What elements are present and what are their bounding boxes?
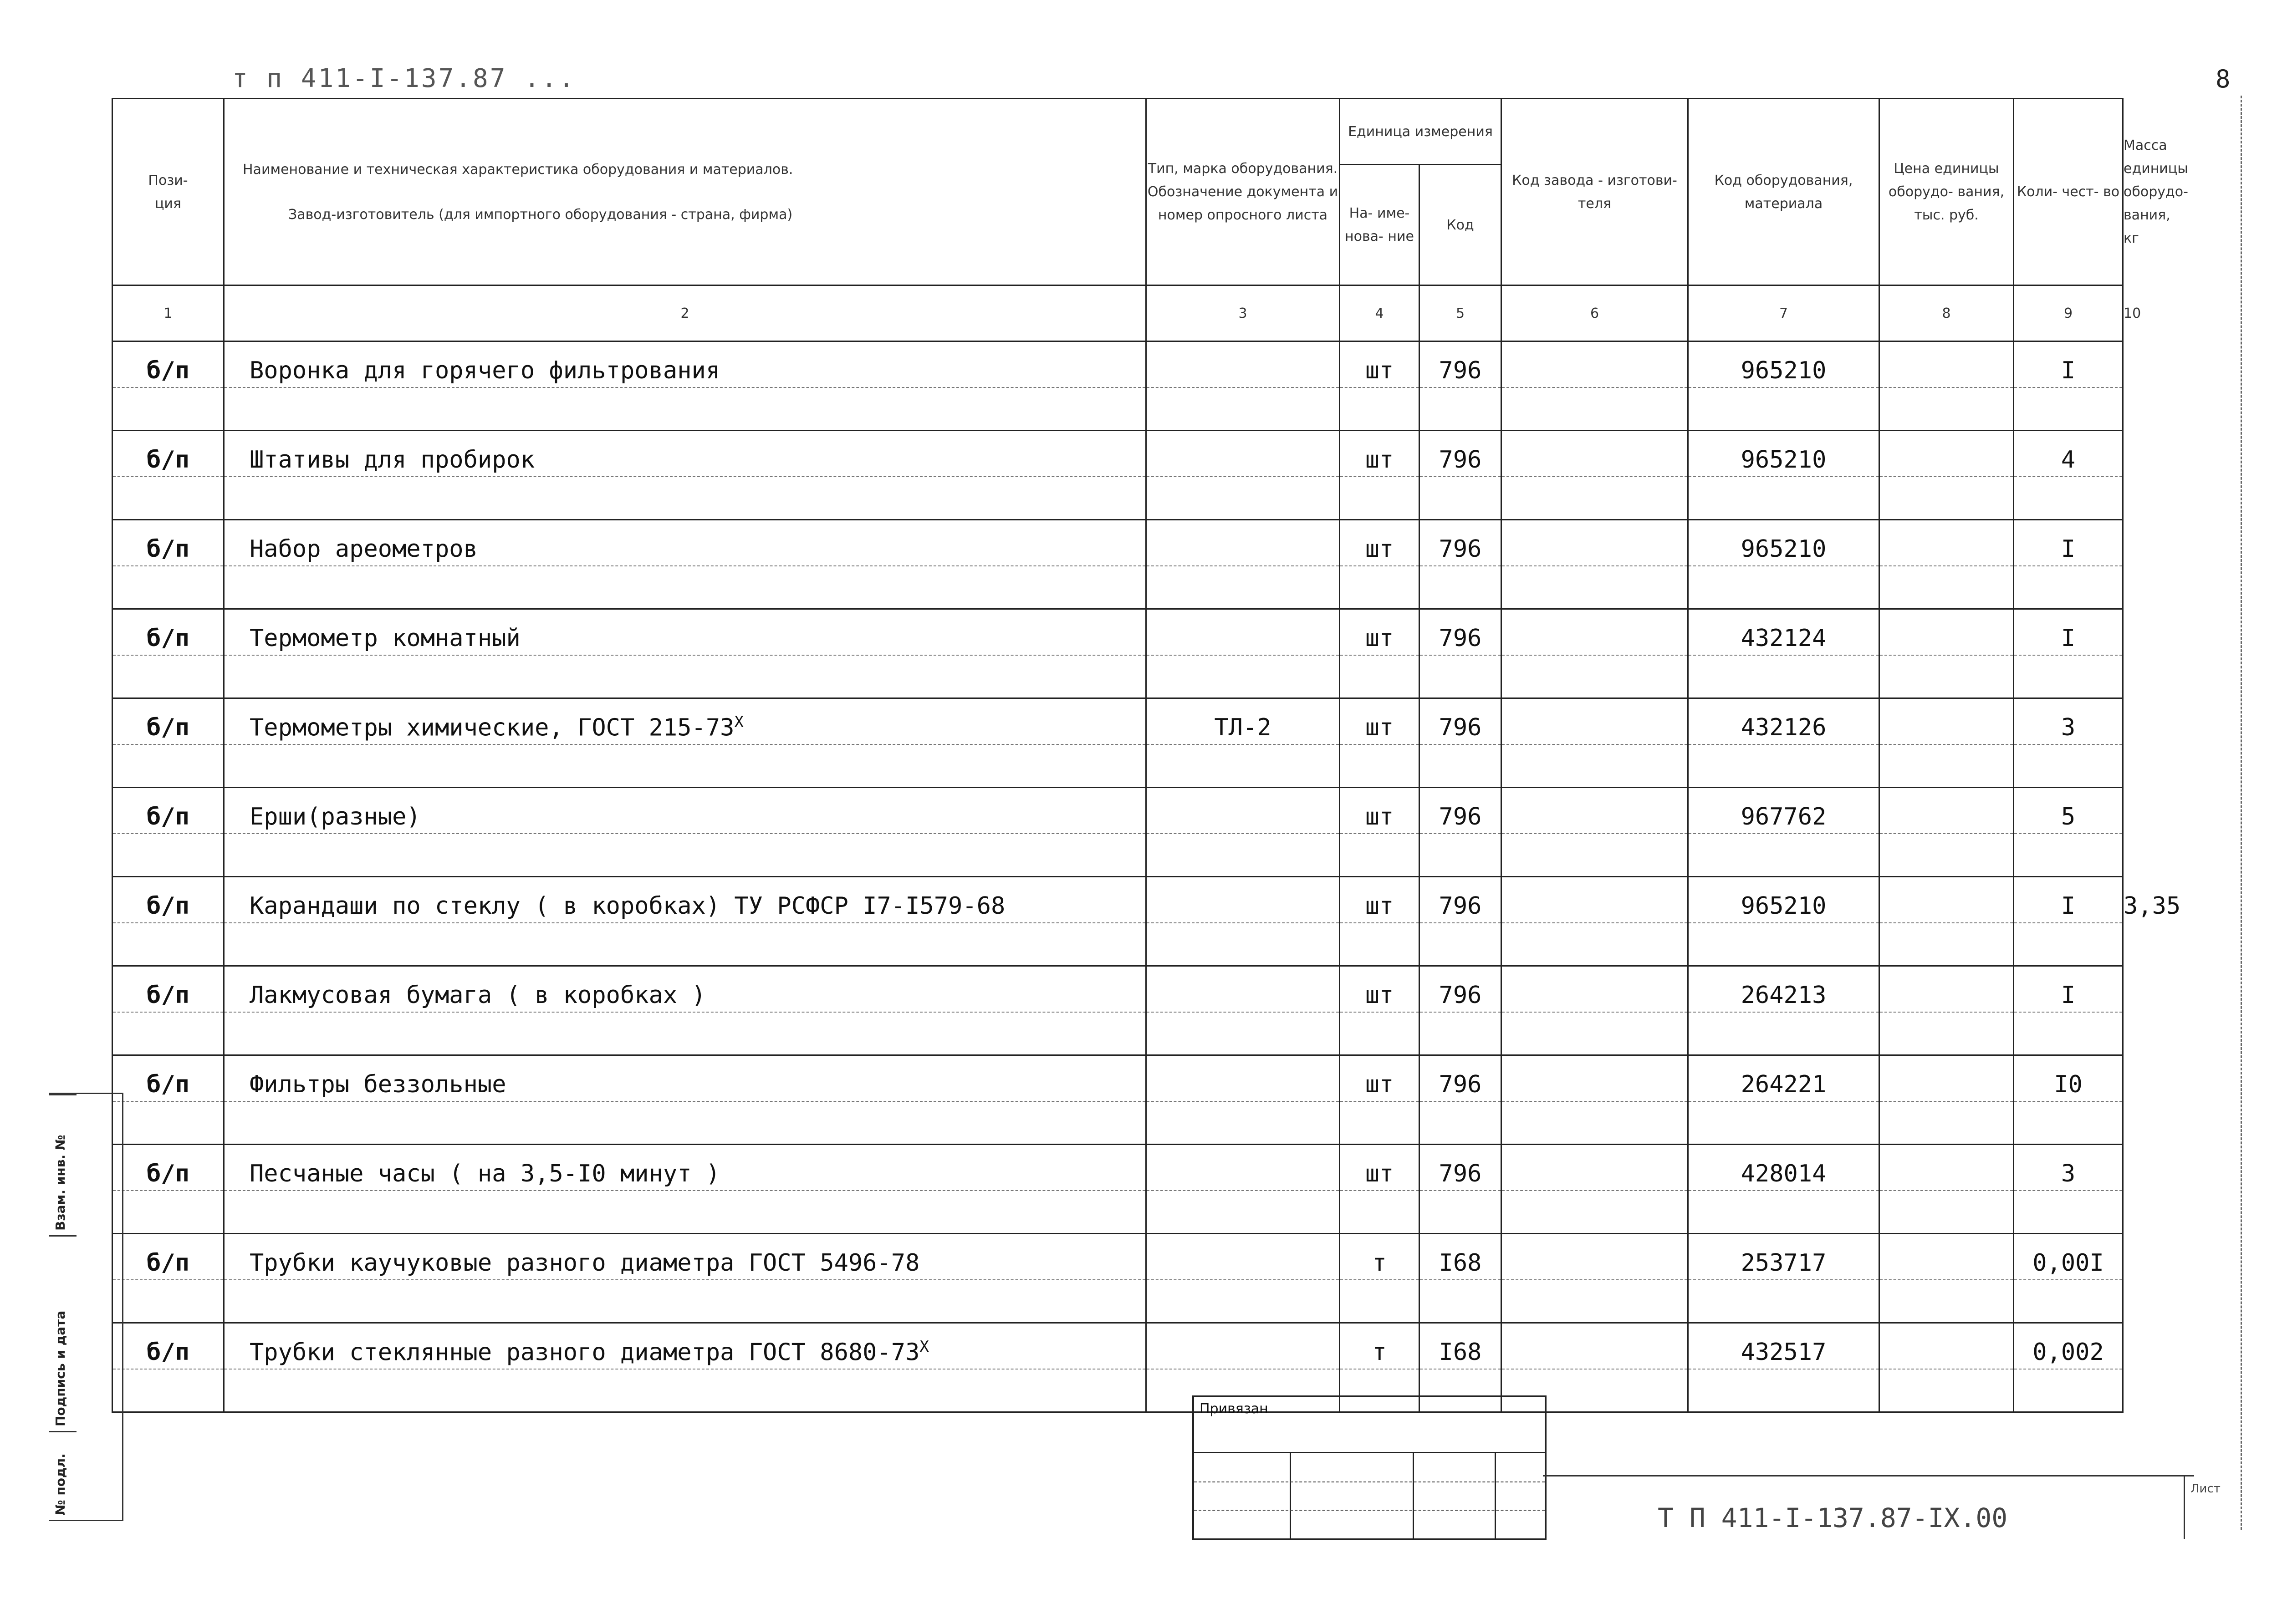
spacer-cell	[1879, 655, 2014, 698]
cell-price	[1879, 1145, 2014, 1191]
cell-code: 967762	[1688, 788, 1879, 834]
cell-factory	[1501, 966, 1688, 1013]
col-header-factory-code: Код завода - изготови- теля	[1501, 99, 1688, 285]
cell-code: 432124	[1688, 609, 1879, 656]
spacer-cell	[112, 834, 224, 877]
spacer-cell	[1340, 1280, 1419, 1323]
stamp-divider	[1290, 1453, 1291, 1540]
table-row	[112, 966, 2123, 1013]
cell-unit_code: 796	[1419, 1145, 1501, 1191]
spacer-cell	[1688, 477, 1879, 520]
stamp-divider	[1495, 1453, 1496, 1540]
cell-unit: шт	[1340, 520, 1419, 566]
cell-qty: I	[2014, 609, 2123, 656]
col-header-unit-name: На- име- нова- ние	[1340, 165, 1419, 285]
spacer-cell	[112, 1101, 224, 1145]
cell-type	[1146, 609, 1340, 656]
cell-price	[1879, 520, 2014, 566]
cell-name: Трубки стеклянные разного диаметра ГОСТ $8680-73^X$	[224, 1323, 1146, 1369]
spacer-cell	[1501, 1012, 1688, 1055]
table-row	[112, 788, 2123, 834]
spacer-cell	[1146, 1280, 1340, 1323]
cell-unit_code: 796	[1419, 966, 1501, 1013]
col-number: 7	[1688, 285, 1879, 341]
cell-type	[1146, 520, 1340, 566]
table-row	[112, 1145, 2123, 1191]
spacer-cell	[1419, 1280, 1501, 1323]
spacer-cell	[224, 1191, 1146, 1234]
cell-pos: б/п	[112, 1234, 224, 1280]
col-number: 6	[1501, 285, 1688, 341]
cell-name: Трубки каучуковые разного диаметра ГОСТ 5496-78	[224, 1234, 1146, 1280]
cell-price	[1879, 1055, 2014, 1102]
row-spacer	[112, 655, 2123, 698]
spacer-cell	[1419, 744, 1501, 788]
table-row	[112, 520, 2123, 566]
spacer-cell	[224, 477, 1146, 520]
cell-unit: т	[1340, 1234, 1419, 1280]
spacer-cell	[1688, 923, 1879, 966]
col-header-position: Пози- ция	[112, 99, 224, 285]
footnote-mark: X	[919, 1337, 929, 1356]
cell-price	[1879, 1323, 2014, 1369]
stamp-label: Привязан	[1200, 1401, 1268, 1417]
cell-unit: шт	[1340, 966, 1419, 1013]
cell-unit_code: I68	[1419, 1323, 1501, 1369]
binding-stamp	[1192, 1395, 1547, 1540]
col-header-equipment-code: Код оборудования, материала	[1688, 99, 1879, 285]
cell-pos: б/п	[112, 966, 224, 1013]
table-row	[112, 1323, 2123, 1369]
spacer-cell	[2014, 1369, 2123, 1412]
strip-rule	[49, 1235, 77, 1237]
spacer-cell	[224, 387, 1146, 431]
cell-unit_code: 796	[1419, 609, 1501, 656]
cell-pos: б/п	[112, 431, 224, 477]
row-spacer	[112, 1280, 2123, 1323]
spacer-cell	[1688, 566, 1879, 609]
table-row	[112, 1055, 2123, 1102]
stamp-rule	[1194, 1481, 1545, 1482]
spacer-cell	[1340, 387, 1419, 431]
cell-code: 428014	[1688, 1145, 1879, 1191]
col-header-unit: Единица измерения	[1340, 99, 1501, 165]
table-body	[112, 341, 2181, 1412]
spacer-cell	[1340, 477, 1419, 520]
cell-name: Набор ареометров	[224, 520, 1146, 566]
col-number: 4	[1340, 285, 1419, 341]
cell-qty: 0,002	[2014, 1323, 2123, 1369]
spacer-cell	[224, 1369, 1146, 1412]
spacer-cell	[112, 1191, 224, 1234]
spacer-cell	[1146, 387, 1340, 431]
cell-unit_code: 796	[1419, 431, 1501, 477]
spacer-cell	[1688, 1101, 1879, 1145]
spacer-cell	[1146, 655, 1340, 698]
cell-name: Штативы для пробирок	[224, 431, 1146, 477]
spacer-cell	[2014, 1191, 2123, 1234]
cell-pos: б/п	[112, 1323, 224, 1369]
spacer-cell	[1879, 744, 2014, 788]
spacer-cell	[1146, 1191, 1340, 1234]
cell-unit_code: 796	[1419, 341, 1501, 388]
cell-name: Ерши(разные)	[224, 788, 1146, 834]
cell-unit_code: 796	[1419, 698, 1501, 745]
spacer-cell	[224, 566, 1146, 609]
cell-price	[1879, 341, 2014, 388]
cell-qty: I	[2014, 341, 2123, 388]
cell-unit: шт	[1340, 1145, 1419, 1191]
cell-unit_code: 796	[1419, 788, 1501, 834]
spacer-cell	[1688, 834, 1879, 877]
spacer-cell	[1146, 834, 1340, 877]
spacer-cell	[1146, 566, 1340, 609]
spacer-cell	[1688, 744, 1879, 788]
cell-code: 965210	[1688, 520, 1879, 566]
cell-factory	[1501, 1323, 1688, 1369]
spacer-cell	[112, 477, 224, 520]
col-header-price: Цена единицы оборудо- вания, тыс. руб.	[1879, 99, 2014, 285]
spacer-cell	[224, 1101, 1146, 1145]
spacer-cell	[112, 744, 224, 788]
row-spacer	[112, 834, 2123, 877]
cell-unit_code: 796	[1419, 877, 1501, 923]
cell-qty: I	[2014, 966, 2123, 1013]
spacer-cell	[1879, 477, 2014, 520]
cell-price	[1879, 966, 2014, 1013]
cell-code: 965210	[1688, 877, 1879, 923]
col-header-type: Тип, марка оборудования. Обозначение документа и номер опросного листа	[1146, 99, 1340, 285]
spacer-cell	[1879, 1012, 2014, 1055]
row-spacer	[112, 566, 2123, 609]
cell-type: ТЛ-2	[1146, 698, 1340, 745]
cell-type	[1146, 1055, 1340, 1102]
cell-name: Песчаные часы ( на 3,5-I0 минут )	[224, 1145, 1146, 1191]
spacer-cell	[224, 655, 1146, 698]
cell-name: Термометр комнатный	[224, 609, 1146, 656]
spacer-cell	[1688, 1012, 1879, 1055]
trim-line	[2241, 96, 2242, 1530]
spacer-cell	[1419, 655, 1501, 698]
cell-pos: б/п	[112, 520, 224, 566]
spacer-cell	[2014, 1101, 2123, 1145]
cell-price	[1879, 877, 2014, 923]
spacer-cell	[2014, 834, 2123, 877]
strip-label-original: № подл.	[53, 1453, 68, 1515]
spacer-cell	[1340, 655, 1419, 698]
cell-unit: шт	[1340, 431, 1419, 477]
row-spacer	[112, 744, 2123, 788]
cell-price	[1879, 698, 2014, 745]
document-reference: т п 411-I-137.87 ...	[232, 64, 576, 93]
spacer-cell	[1879, 566, 2014, 609]
row-spacer	[112, 1101, 2123, 1145]
spacer-cell	[1419, 923, 1501, 966]
col-number: 3	[1146, 285, 1340, 341]
cell-factory	[1501, 698, 1688, 745]
cell-code: 432126	[1688, 698, 1879, 745]
stamp-rule	[1194, 1510, 1545, 1511]
cell-factory	[1501, 1055, 1688, 1102]
col-number: 2	[224, 285, 1146, 341]
col-number: 9	[2014, 285, 2123, 341]
cell-unit_code: 796	[1419, 520, 1501, 566]
spacer-cell	[1501, 655, 1688, 698]
spacer-cell	[1419, 1012, 1501, 1055]
spacer-cell	[2014, 744, 2123, 788]
cell-code: 965210	[1688, 431, 1879, 477]
cell-factory	[1501, 1234, 1688, 1280]
row-spacer	[112, 477, 2123, 520]
spacer-cell	[1340, 1101, 1419, 1145]
spacer-cell	[112, 1369, 224, 1412]
spacer-cell	[2014, 655, 2123, 698]
cell-pos: б/п	[112, 788, 224, 834]
cell-unit: шт	[1340, 609, 1419, 656]
cell-factory	[1501, 431, 1688, 477]
spacer-cell	[1340, 1191, 1419, 1234]
spacer-cell	[1501, 744, 1688, 788]
footer-rule	[1543, 1475, 2194, 1476]
spacer-cell	[1879, 923, 2014, 966]
spacer-cell	[1688, 1280, 1879, 1323]
sheet-label: Лист	[2190, 1482, 2221, 1496]
spacer-cell	[1340, 834, 1419, 877]
table-row	[112, 609, 2123, 656]
spacer-cell	[1419, 566, 1501, 609]
spacer-cell	[1501, 1280, 1688, 1323]
cell-factory	[1501, 877, 1688, 923]
col-number: 8	[1879, 285, 2014, 341]
spacer-cell	[1146, 477, 1340, 520]
cell-unit: шт	[1340, 877, 1419, 923]
strip-rule	[49, 1094, 77, 1095]
cell-type	[1146, 1145, 1340, 1191]
spacer-cell	[1419, 1101, 1501, 1145]
cell-name: Лакмусовая бумага ( в коробках )	[224, 966, 1146, 1013]
spacer-cell	[112, 387, 224, 431]
cell-type	[1146, 966, 1340, 1013]
cell-unit_code: I68	[1419, 1234, 1501, 1280]
column-numbers-row: 1 2 3 4 5 6 7 8 9 10	[112, 285, 2123, 341]
cell-price	[1879, 788, 2014, 834]
spacer-cell	[2014, 477, 2123, 520]
cell-unit: шт	[1340, 1055, 1419, 1102]
cell-qty: 3	[2014, 1145, 2123, 1191]
spacer-cell	[1419, 387, 1501, 431]
spacer-cell	[112, 923, 224, 966]
table-row	[112, 341, 2123, 388]
strip-rule	[49, 1431, 77, 1432]
cell-pos: б/п	[112, 341, 224, 388]
spacer-cell	[1879, 1369, 2014, 1412]
table-row: б/п Карандаши по стеклу ( в коробках) ТУ РСФСР I7-I579-68 шт 796 965210 I 3,35	[112, 877, 2123, 923]
row-spacer	[112, 1191, 2123, 1234]
spacer-cell	[224, 923, 1146, 966]
cell-type	[1146, 431, 1340, 477]
spacer-cell	[2014, 1012, 2123, 1055]
cell-factory	[1501, 341, 1688, 388]
specification-table: Пози- ция Наименование и техническая характеристика оборудования и материалов. Завод-изготовитель (для импортного оборудования - страна, фирма) Тип, марка оборудования. Обозначение документа и номер опросного листа Единица измерения Код завода - изготови- теля Код оборудования, материала Цена единицы оборудо- вания, тыс. руб. Коли- чест- во Масса единицы оборудо- вания, кг На- име- нова- ние Код 1 2 3 4 5 6 7 8 9 10 б/п Воронка для горячего фильтрования шт 796 965210 I б/п Штативы для пробирок шт 796 965210 4 б/п Набор ареометров шт 796 965210 I б/п Термометр комнатный шт 796 432124 I б/п Термометры химические, ГОСТ $215-73^X$ ТЛ-2 шт 796 432126 3 б/п Ерши(разные) шт 796 967762 5 б/п Карандаши по стеклу ( в коробках) ТУ РСФСР I7-I579-68 шт 796 965210 I 3,35 б/п Лакмусовая бумага ( в коробках ) шт 796 264213 I б/п Фильтры беззольные шт 796 264221 I0 б/п Песчаные часы ( на 3,5-I0 минут ) шт 796 428014 3 б/п Трубки каучуковые разного диаметра ГОСТ 5496-78 т I68 253717 0,00I б/п Трубки стеклянные разного диаметра ГОСТ $8680-73^X$ т I68 432517 0,002	[112, 98, 2123, 1413]
page-number: 8	[2216, 65, 2231, 93]
cell-unit: шт	[1340, 698, 1419, 745]
cell-code: 264213	[1688, 966, 1879, 1013]
cell-pos: б/п	[112, 877, 224, 923]
row-spacer	[112, 387, 2123, 431]
spacer-cell	[1340, 566, 1419, 609]
row-spacer	[112, 1012, 2123, 1055]
spacer-cell	[2014, 923, 2123, 966]
spacer-cell	[2014, 387, 2123, 431]
cell-type	[1146, 1234, 1340, 1280]
spacer-cell	[1146, 923, 1340, 966]
row-spacer	[112, 1369, 2123, 1412]
cell-price	[1879, 1234, 2014, 1280]
row-spacer	[112, 923, 2123, 966]
cell-pos: б/п	[112, 1055, 224, 1102]
col-header-name: Наименование и техническая характеристика оборудования и материалов. Завод-изготовитель (для импортного оборудования - страна, фирма)	[224, 99, 1146, 285]
cell-qty: 0,00I	[2014, 1234, 2123, 1280]
spacer-cell	[112, 1280, 224, 1323]
cell-type	[1146, 1323, 1340, 1369]
spacer-cell	[112, 1012, 224, 1055]
strip-label-replacement: Взам. инв. №	[53, 1135, 68, 1231]
spacer-cell	[1688, 1369, 1879, 1412]
cell-qty: 4	[2014, 431, 2123, 477]
spacer-cell	[1146, 744, 1340, 788]
strip-label-signature: Подпись и дата	[53, 1310, 68, 1426]
cell-code: 253717	[1688, 1234, 1879, 1280]
spacer-cell	[1146, 1101, 1340, 1145]
footnote-mark: X	[734, 713, 744, 731]
cell-factory	[1501, 520, 1688, 566]
spacer-cell	[224, 744, 1146, 788]
cell-type	[1146, 877, 1340, 923]
cell-pos: б/п	[112, 609, 224, 656]
cell-qty: 3	[2014, 698, 2123, 745]
spacer-cell	[2014, 1280, 2123, 1323]
cell-qty: I	[2014, 520, 2123, 566]
cell-code: 965210	[1688, 341, 1879, 388]
spacer-cell	[1879, 1191, 2014, 1234]
col-number: 5	[1419, 285, 1501, 341]
cell-qty: 5	[2014, 788, 2123, 834]
table-row	[112, 698, 2123, 745]
spacer-cell	[1419, 834, 1501, 877]
spacer-cell	[1879, 1101, 2014, 1145]
cell-factory	[1501, 609, 1688, 656]
cell-unit: т	[1340, 1323, 1419, 1369]
spacer-cell	[1501, 834, 1688, 877]
spacer-cell	[1340, 923, 1419, 966]
col-number: 1	[112, 285, 224, 341]
spacer-cell	[1501, 477, 1688, 520]
footer-document-code: Т П 411-I-137.87-IX.00	[1658, 1502, 2008, 1533]
cell-price	[1879, 431, 2014, 477]
spacer-cell	[1146, 1012, 1340, 1055]
table-row	[112, 1234, 2123, 1280]
cell-pos: б/п	[112, 698, 224, 745]
spacer-cell	[1501, 566, 1688, 609]
cell-type	[1146, 341, 1340, 388]
spacer-cell	[1688, 387, 1879, 431]
spacer-cell	[1688, 655, 1879, 698]
spacer-cell	[1501, 1101, 1688, 1145]
cell-price	[1879, 609, 2014, 656]
spacer-cell	[1501, 923, 1688, 966]
spacer-cell	[1879, 387, 2014, 431]
cell-qty: I	[2014, 877, 2123, 923]
spacer-cell	[1340, 1012, 1419, 1055]
table-row	[112, 431, 2123, 477]
col-header-unit-code: Код	[1419, 165, 1501, 285]
cell-factory	[1501, 788, 1688, 834]
cell-unit: шт	[1340, 341, 1419, 388]
cell-qty: I0	[2014, 1055, 2123, 1102]
spacer-cell	[1419, 1191, 1501, 1234]
spacer-cell	[1340, 744, 1419, 788]
stamp-grid	[1194, 1452, 1545, 1540]
spacer-cell	[224, 834, 1146, 877]
side-approval-strip	[49, 1093, 123, 1521]
cell-pos: б/п	[112, 1145, 224, 1191]
spacer-cell	[1688, 1191, 1879, 1234]
spacer-cell	[1501, 1191, 1688, 1234]
cell-name: Термометры химические, ГОСТ $215-73^X$	[224, 698, 1146, 745]
cell-name: Фильтры беззольные	[224, 1055, 1146, 1102]
spacer-cell	[1419, 477, 1501, 520]
spacer-cell	[112, 566, 224, 609]
cell-code: 432517	[1688, 1323, 1879, 1369]
cell-unit: шт	[1340, 788, 1419, 834]
spacer-cell	[2014, 566, 2123, 609]
spacer-cell	[112, 655, 224, 698]
cell-name: Карандаши по стеклу ( в коробках) ТУ РСФСР I7-I579-68	[224, 877, 1146, 923]
spacer-cell	[1879, 834, 2014, 877]
cell-type	[1146, 788, 1340, 834]
cell-factory	[1501, 1145, 1688, 1191]
spacer-cell	[1879, 1280, 2014, 1323]
stamp-divider	[1413, 1453, 1414, 1540]
cell-name: Воронка для горячего фильтрования	[224, 341, 1146, 388]
spacer-cell	[224, 1280, 1146, 1323]
spacer-cell	[1501, 387, 1688, 431]
spacer-cell	[224, 1012, 1146, 1055]
col-header-quantity: Коли- чест- во	[2014, 99, 2123, 285]
cell-code: 264221	[1688, 1055, 1879, 1102]
cell-unit_code: 796	[1419, 1055, 1501, 1102]
